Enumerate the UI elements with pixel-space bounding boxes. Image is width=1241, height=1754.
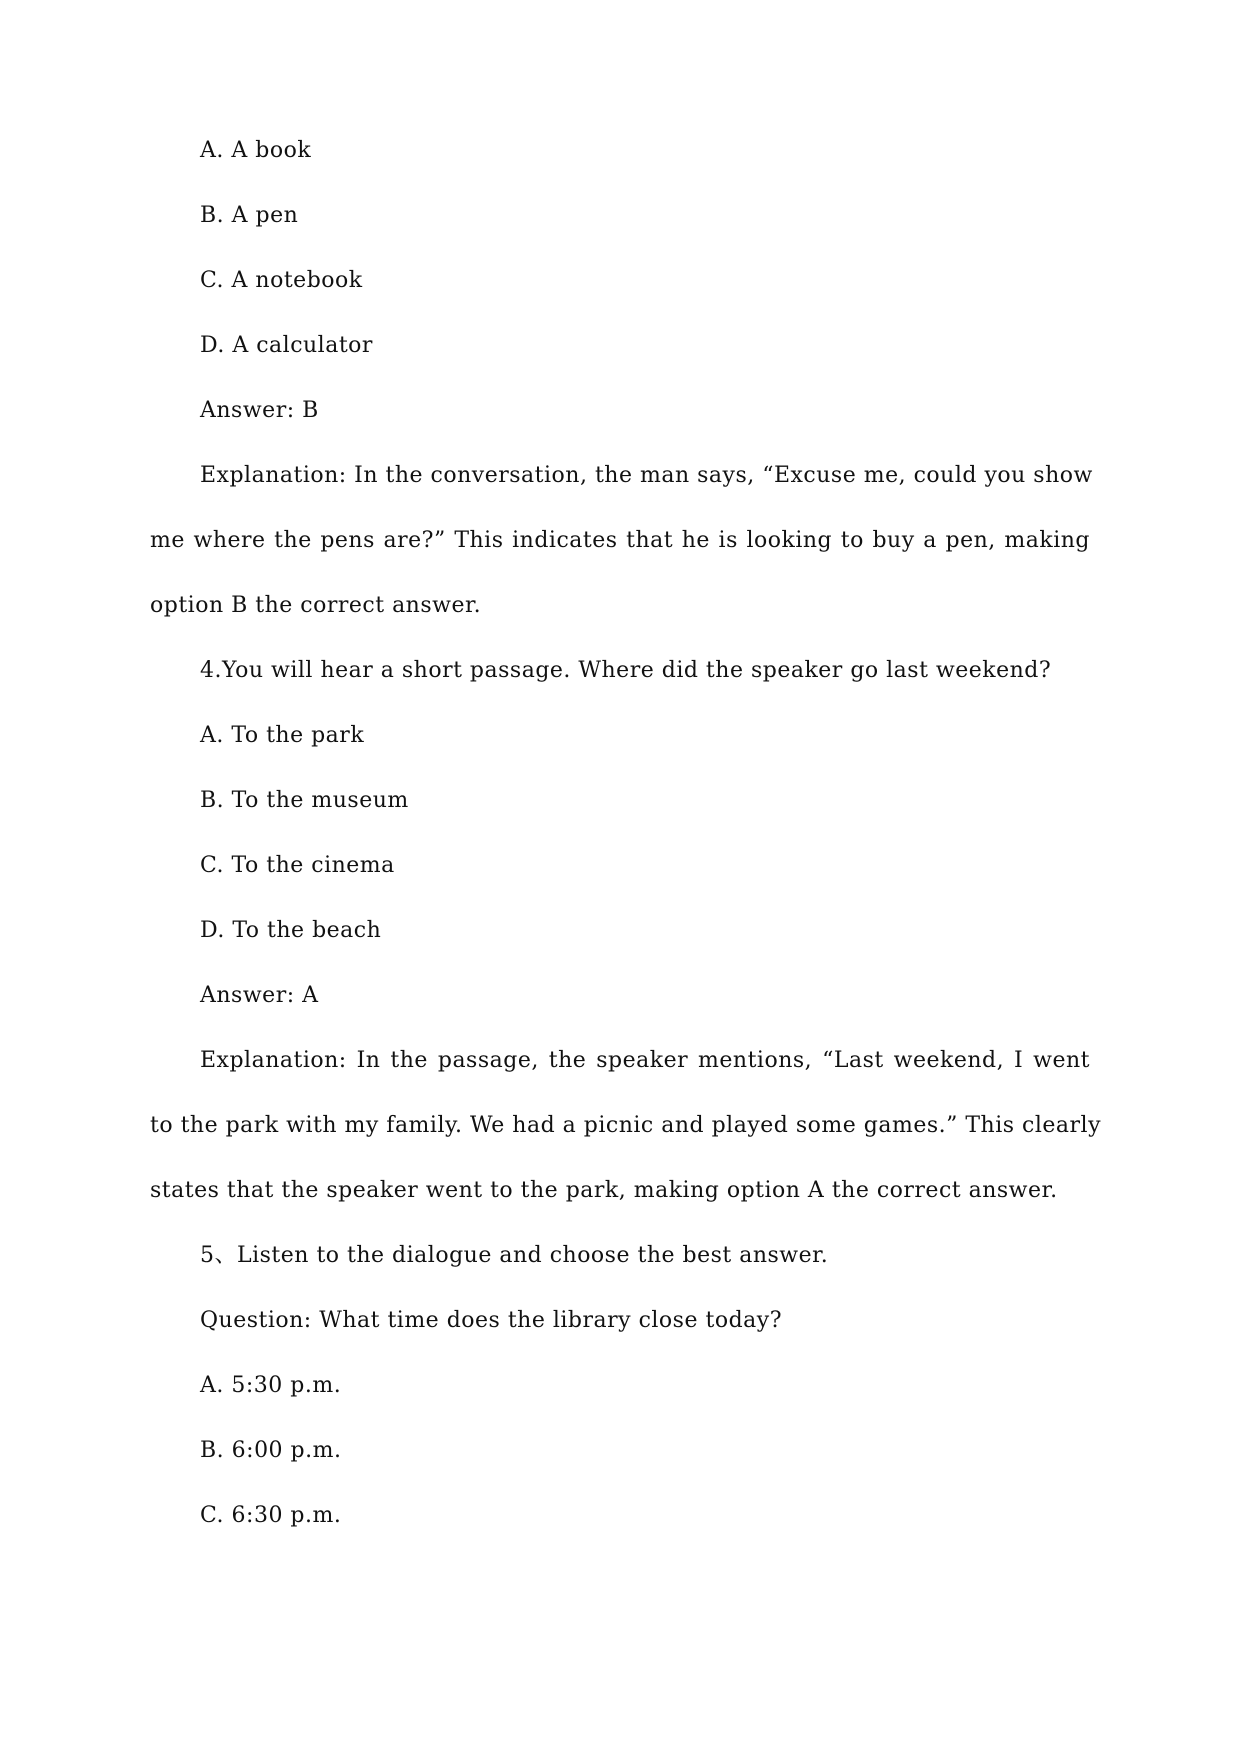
q4-option-a: A. To the park	[200, 723, 365, 748]
q5-option-c: C. 6:30 p.m.	[200, 1503, 342, 1528]
q4-explanation	[150, 1048, 1102, 1243]
q4-option-b: B. To the museum	[200, 788, 409, 813]
q5-option-b: B. 6:00 p.m.	[200, 1438, 342, 1463]
q3-explanation	[150, 463, 1093, 658]
q5-instruction: 5、Listen to the dialogue and choose the best answer.	[200, 1243, 829, 1268]
q3-explanation-line: me where the pens are?” This indicates that he is looking to buy a pen, making	[150, 528, 1090, 553]
q3-answer: Answer: B	[200, 398, 319, 423]
q3-explanation-line: option B the correct answer.	[150, 593, 482, 618]
q4-explanation-line: states that the speaker went to the park, making option A the correct answer.	[150, 1178, 1058, 1203]
q3-explanation-line: Explanation: In the conversation, the man says, “Excuse me, could you show	[200, 463, 1093, 488]
q5-question: Question: What time does the library close today?	[200, 1308, 782, 1333]
q3-option-d: D. A calculator	[200, 333, 373, 358]
q4-explanation-line: Explanation: In the passage, the speaker mentions, “Last weekend, I went	[200, 1048, 1090, 1073]
q3-option-a: A. A book	[200, 138, 312, 163]
q4-option-d: D. To the beach	[200, 918, 382, 943]
q4-question: 4.You will hear a short passage. Where did the speaker go last weekend?	[200, 658, 1052, 683]
page-content	[150, 138, 1102, 1568]
q3-option-b: B. A pen	[200, 203, 299, 228]
q3-option-c: C. A notebook	[200, 268, 363, 293]
q4-option-c: C. To the cinema	[200, 853, 395, 878]
q4-explanation-line: to the park with my family. We had a picnic and played some games.” This clearly	[150, 1113, 1102, 1138]
q5-option-a: A. 5:30 p.m.	[200, 1373, 342, 1398]
q4-answer: Answer: A	[200, 983, 319, 1008]
